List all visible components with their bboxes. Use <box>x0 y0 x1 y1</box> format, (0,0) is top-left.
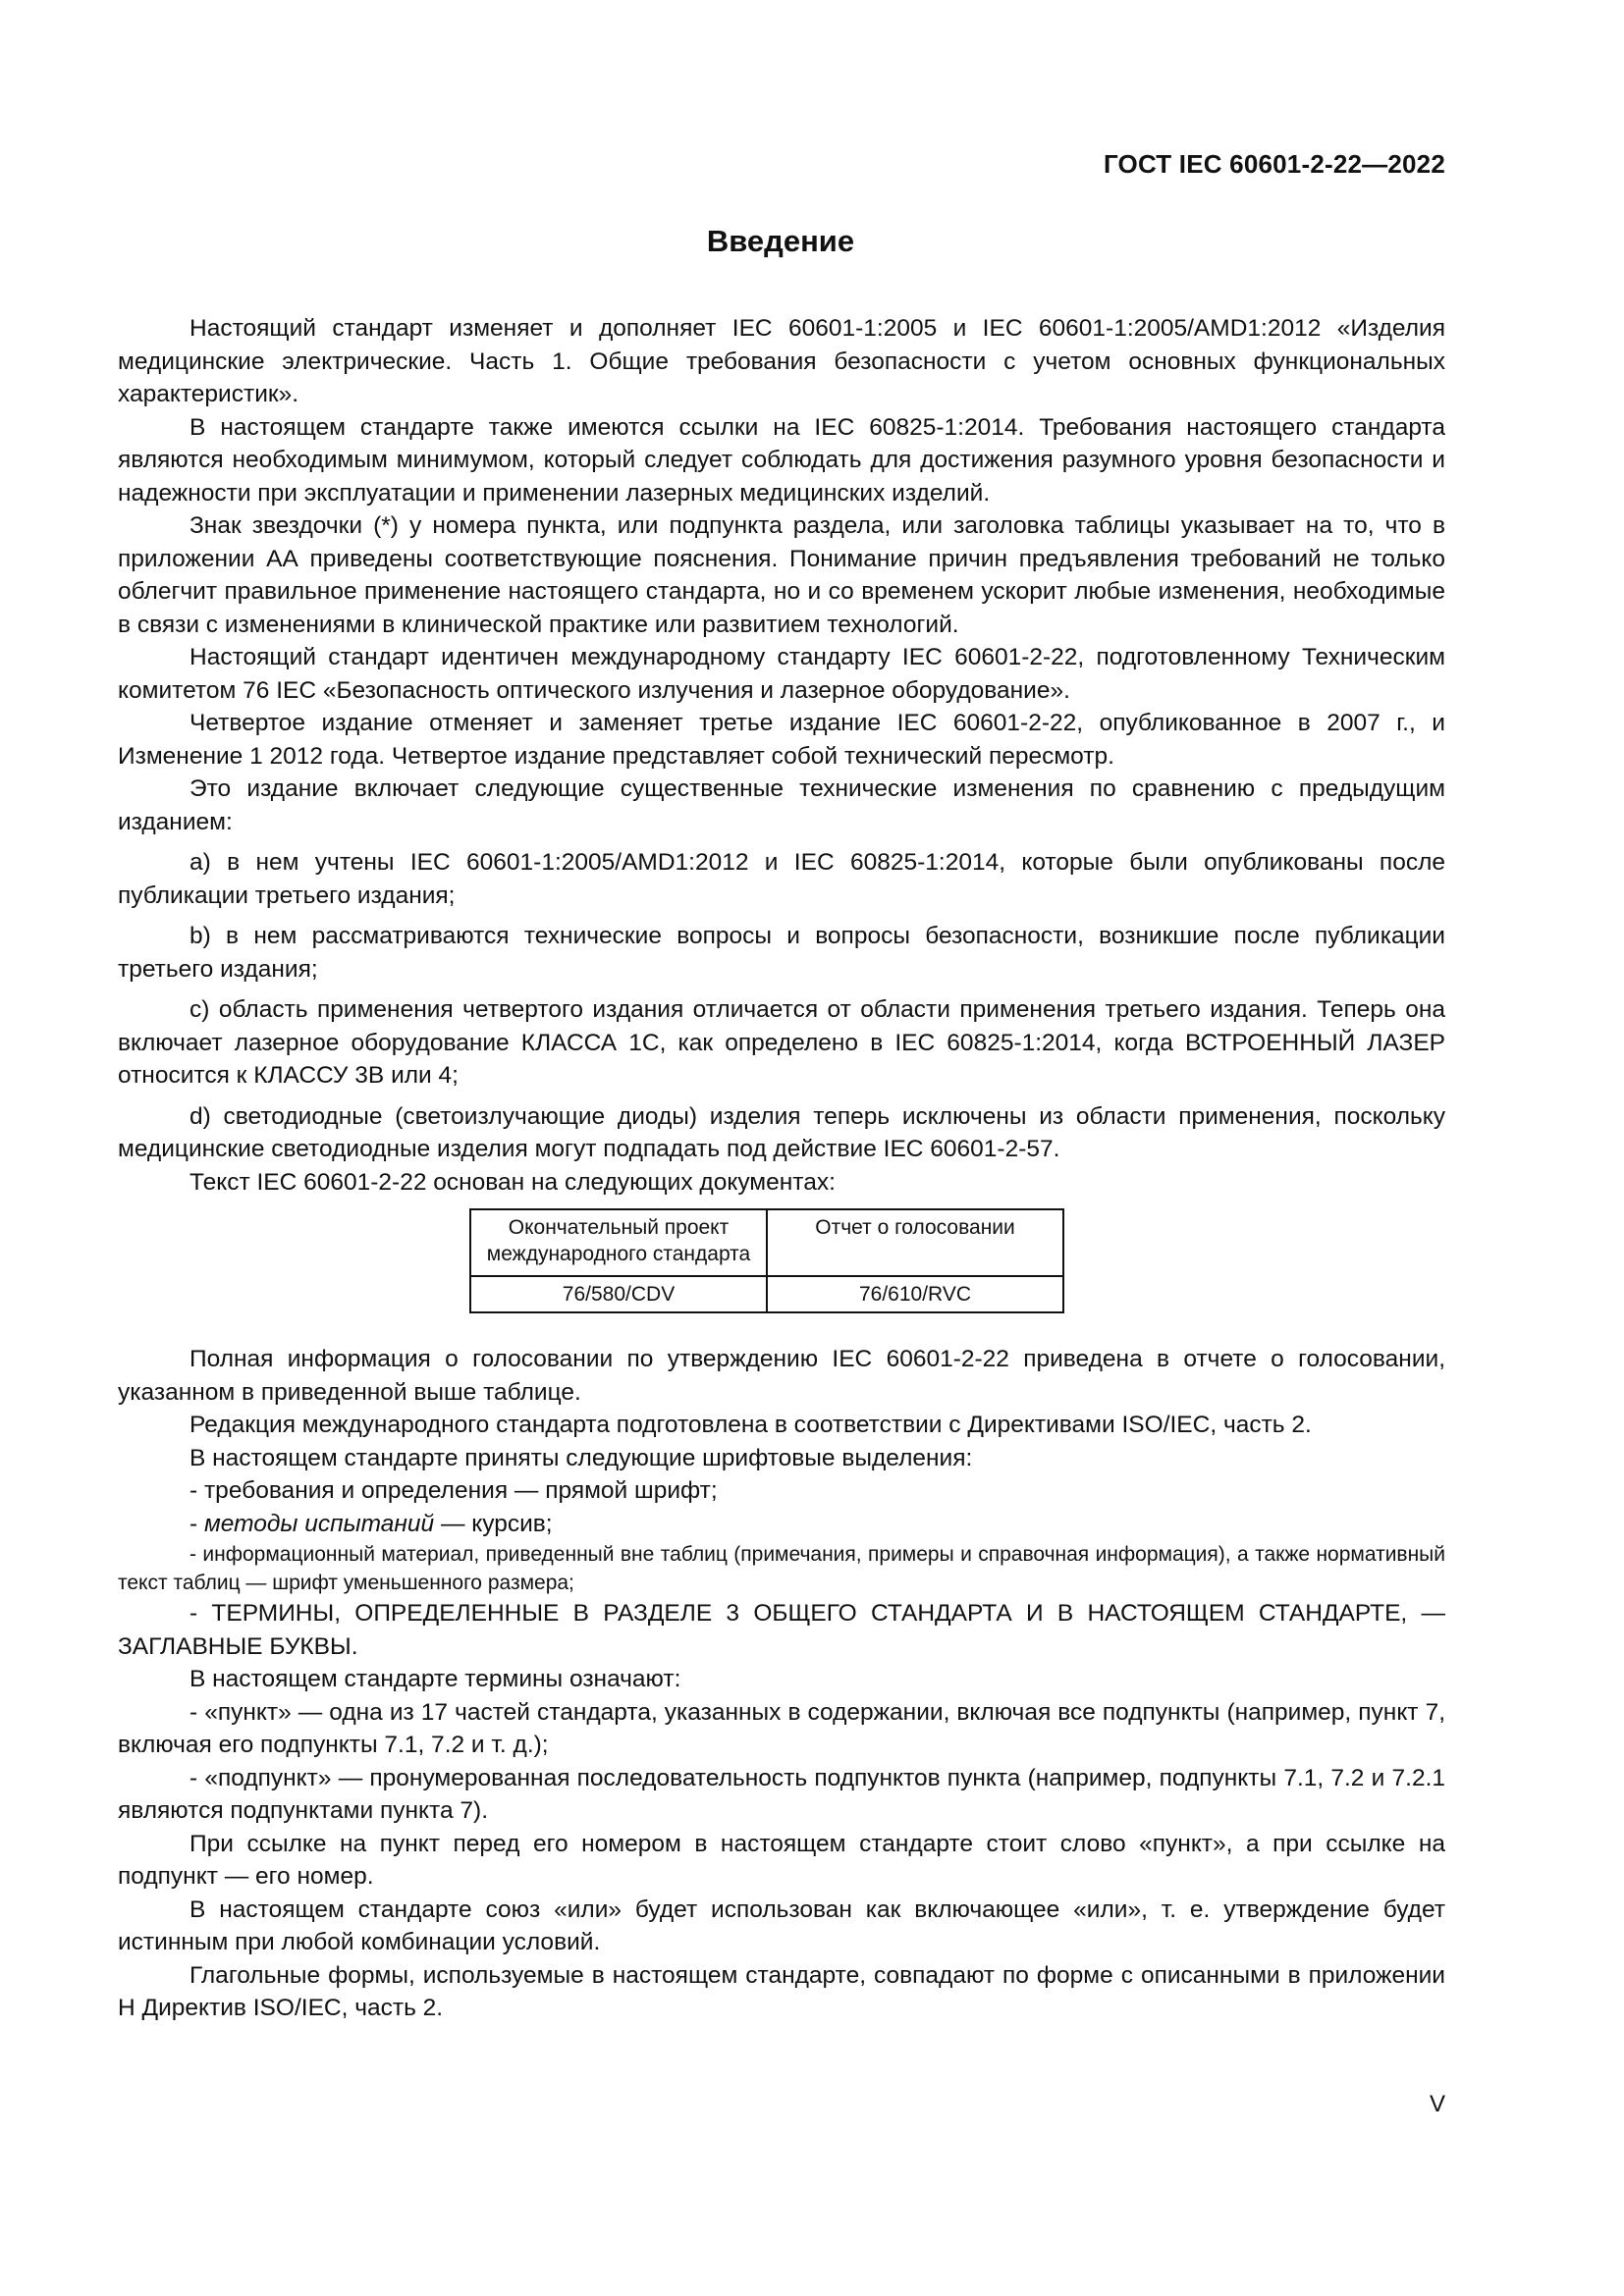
paragraph: В настоящем стандарте также имеются ссылки на IEC 60825-1:2014. Требования настоящего стандарта являются необходимым минимумом, который следует соблюдать для достижения разумного уровня безопасности и надежности при эксплуатации и применении лазерных медицинских изделий. <box>118 413 1445 507</box>
paragraph: В настоящем стандарте союз «или» будет использован как включающее «или», т. е. утверждение будет истинным при любой комбинации условий. <box>118 1896 1445 1955</box>
page-number: V <box>1429 2091 1445 2117</box>
paragraph: В настоящем стандарте термины означают: <box>189 1666 681 1692</box>
table-header-cell: Отчет о голосовании <box>767 1209 1063 1276</box>
paragraph: Четвертое издание отменяет и заменяет третье издание IEC 60601-2-22, опубликованное в 2007 г., и Изменение 1 2012 года. Четвертое издание представляет собой технический пересмотр. <box>118 710 1445 770</box>
font-convention-item <box>118 1508 1445 1541</box>
font-item-suffix: — курсив; <box>434 1510 553 1537</box>
italic-text: методы испытаний <box>203 1510 435 1537</box>
section-title: Введение <box>706 224 855 258</box>
font-convention-item: - информационный материал, приведенный вне таблиц (примечания, примеры и справочная информация), а также нормативный текст таблиц — шрифт уменьшенного размера; <box>118 1543 1445 1594</box>
font-convention-item: - ТЕРМИНЫ, ОПРЕДЕЛЕННЫЕ В РАЗДЕЛЕ 3 ОБЩЕГО СТАНДАРТА И В НАСТОЯЩЕМ СТАНДАРТЕ, — ЗАГЛАВНЫЕ БУКВЫ. <box>118 1600 1445 1660</box>
list-item-c: c) область применения четвертого издания отличается от области применения третьего издания. Теперь она включает лазерное оборудование КЛАССА 1С, как определено в IEC 60825-1:2014, когда ВСТРОЕННЫЙ ЛАЗЕР относится к КЛАССУ 3В или 4; <box>118 996 1445 1089</box>
paragraph: Настоящий стандарт идентичен международному стандарту IEC 60601-2-22, подготовленному Техническим комитетом 76 IEC «Безопасность оптического излучения и лазерное оборудование». <box>118 644 1445 704</box>
paragraph: При ссылке на пункт перед его номером в настоящем стандарте стоит слово «пункт», а при ссылке на подпункт — его номер. <box>118 1830 1445 1890</box>
table-row <box>470 1276 1063 1312</box>
paragraph: Редакция международного стандарта подготовлена в соответствии с Директивами ISO/IEC, часть 2. <box>189 1412 1312 1438</box>
documents-table <box>469 1208 1064 1313</box>
paragraph: Текст IEC 60601-2-22 основан на следующих документах: <box>189 1168 836 1196</box>
standard-id-header: ГОСТ IEC 60601-2-22—2022 <box>1103 149 1445 179</box>
paragraph: Полная информация о голосовании по утверждению IEC 60601-2-22 приведена в отчете о голосовании, указанном в приведенной выше таблице. <box>118 1346 1445 1406</box>
table-cell: 76/580/CDV <box>470 1276 767 1312</box>
paragraph: В настоящем стандарте приняты следующие шрифтовые выделения: <box>189 1444 973 1471</box>
list-item-b: b) в нем рассматриваются технические вопросы и вопросы безопасности, возникшие после публикации третьего издания; <box>118 923 1445 983</box>
paragraph: Глагольные формы, используемые в настоящем стандарте, совпадают по форме с описанными в приложении Н Директив ISO/IEC, часть 2. <box>118 1961 1445 2021</box>
list-item-d: d) светодиодные (светоизлучающие диоды) изделия теперь исключены из области применения, поскольку медицинские светодиодные изделия могут подпадать под действие IEC 60601-2-57. <box>118 1102 1445 1162</box>
document-body <box>118 312 1445 2025</box>
paragraph: Это издание включает следующие существенные технические изменения по сравнению с предыдущим изданием: <box>118 775 1445 835</box>
font-convention-item: - требования и определения — прямой шрифт; <box>189 1477 718 1504</box>
table-cell: 76/610/RVC <box>767 1276 1063 1312</box>
paragraph: Настоящий стандарт изменяет и дополняет IEC 60601-1:2005 и IEC 60601-1:2005/AMD1:2012 «Изделия медицинские электрические. Часть 1. Общие требования безопасности с учетом основных функциональных характеристик». <box>118 315 1445 407</box>
paragraph: Знак звездочки (*) у номера пункта, или подпункта раздела, или заголовка таблицы указывает на то, что в приложении АА приведены соответствующие пояснения. Понимание причин предъявления требований не только облегчит правильное применение настоящего стандарта, но и со временем ускорит любые изменения, необходимые в связи с изменениями в клинической практике или развитием технологий. <box>118 512 1445 638</box>
table-header-cell: Окончательный проект международного стандарта <box>470 1209 767 1276</box>
list-item-a: a) в нем учтены IEC 60601-1:2005/AMD1:2012 и IEC 60825-1:2014, которые были опубликованы после публикации третьего издания; <box>118 849 1445 909</box>
term-item: - «пункт» — одна из 17 частей стандарта, указанных в содержании, включая все подпункты (например, пункт 7, включая его подпункты 7.1, 7.2 и т. д.); <box>118 1698 1445 1758</box>
table-header-row <box>470 1209 1063 1276</box>
term-item: - «подпункт» — пронумерованная последовательность подпунктов пункта (например, подпункты 7.1, 7.2 и 7.2.1 являются подпунктами пункта 7). <box>118 1764 1445 1824</box>
font-item-prefix: - <box>189 1510 204 1537</box>
